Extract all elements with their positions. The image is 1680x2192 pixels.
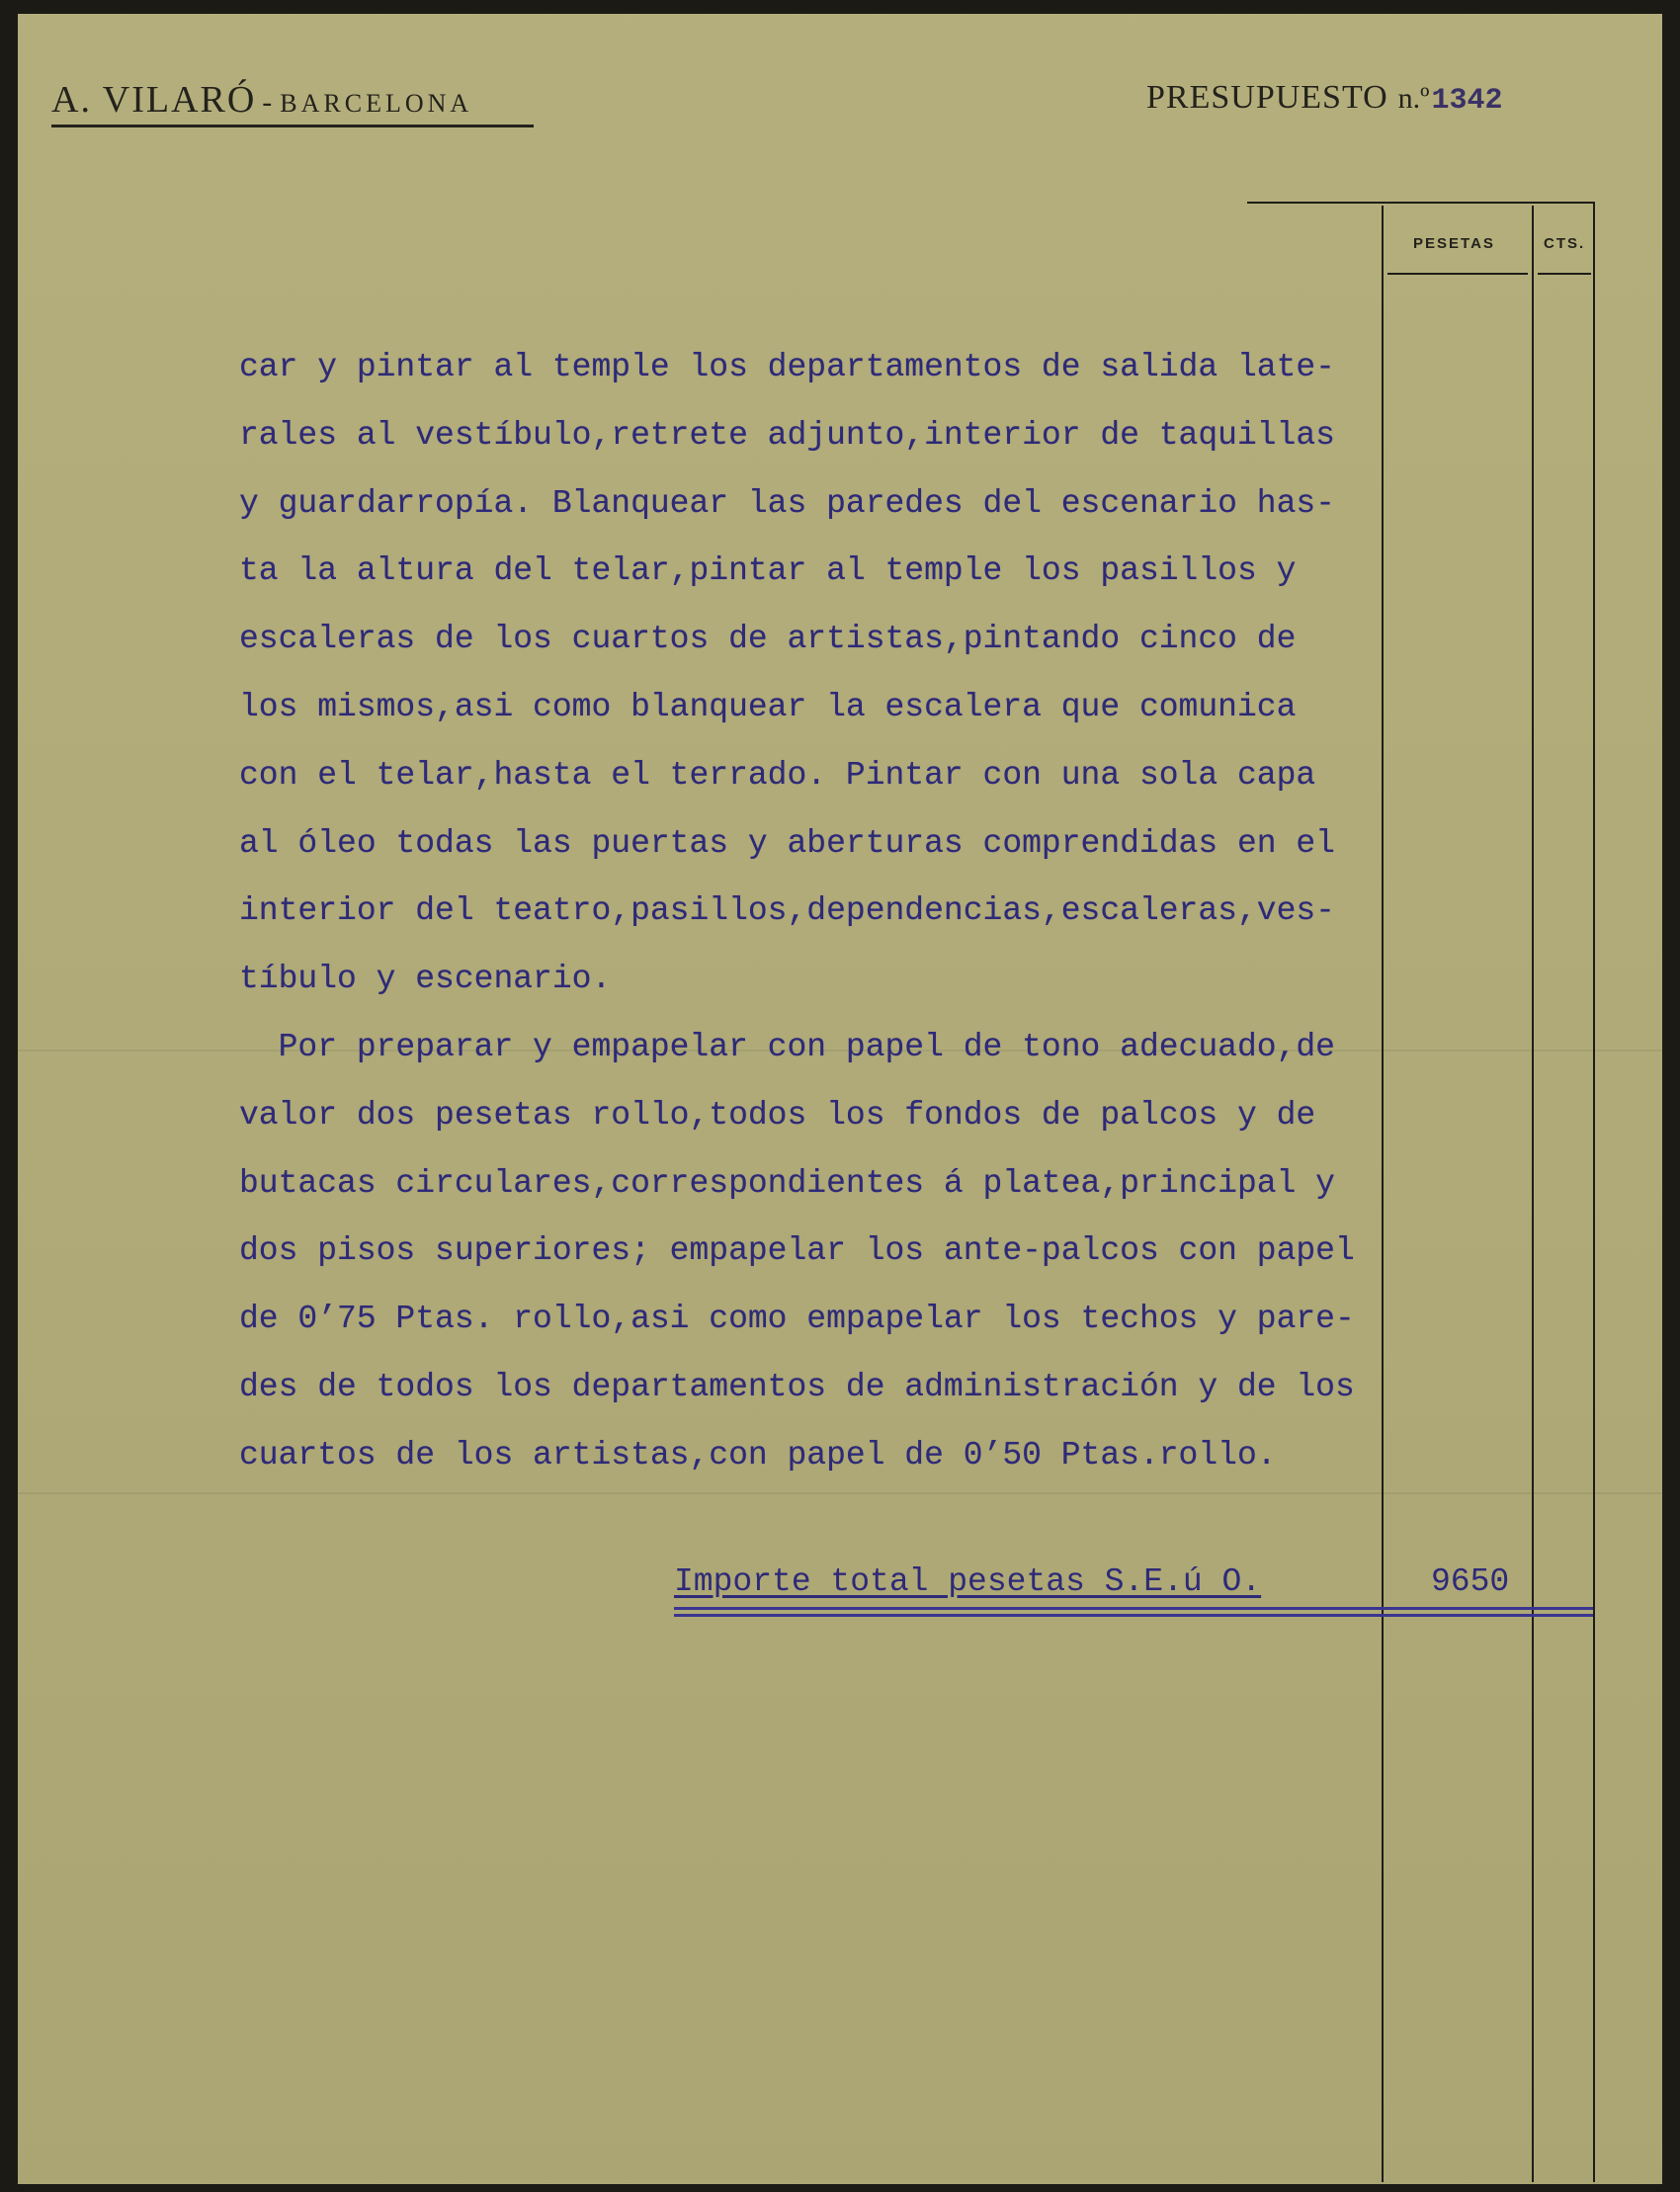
letterhead-underline (51, 125, 534, 127)
text-line: con el telar,hasta el terrado. Pintar con una sola capa (239, 756, 1316, 794)
text-line: y guardarropía. Blanquear las paredes del escenario has- (239, 484, 1335, 522)
text-line: los mismos,asi como blanquear la escalera que comunica (239, 688, 1297, 725)
column-divider-right (1593, 202, 1595, 2182)
text-line: Por preparar y empapelar con papel de tono adecuado,de (239, 1028, 1335, 1065)
budget-number: 1342 (1431, 84, 1503, 118)
company-name: A. VILARÓ (51, 79, 257, 121)
column-divider-left (1382, 206, 1384, 2182)
document-header (1146, 81, 1503, 116)
column-header-rule-pesetas (1387, 273, 1528, 275)
letterhead-company (51, 81, 472, 119)
letterhead-separator: - (262, 86, 275, 119)
document-type-label: PRESUPUESTO (1146, 79, 1388, 116)
text-line: dos pisos superiores; empapelar los ante-palcos con papel (239, 1232, 1355, 1270)
text-line: des de todos los departamentos de administración y de los (239, 1368, 1355, 1405)
text-line: de 0’75 Ptas. rollo,asi como empapelar los techos y pare- (239, 1301, 1355, 1338)
column-header-cts: CTS. (1544, 235, 1586, 252)
total-double-rule-bottom (674, 1614, 1593, 1617)
total-double-rule-top (674, 1607, 1593, 1610)
column-divider-mid (1532, 206, 1534, 2182)
text-line: rales al vestíbulo,retrete adjunto,interior de taquillas (239, 416, 1335, 454)
column-header-pesetas: PESETAS (1413, 235, 1495, 252)
column-top-rule (1247, 202, 1595, 204)
text-line: cuartos de los artistas,con papel de 0’50 Ptas.rollo. (239, 1436, 1277, 1474)
company-city: BARCELONA (280, 89, 473, 118)
text-line: escaleras de los cuartos de artistas,pintando cinco de (239, 621, 1297, 658)
text-line: ta la altura del telar,pintar al temple los pasillos y (239, 552, 1297, 590)
budget-description (239, 334, 1376, 1490)
total-label: Importe total pesetas S.E.ú O. (674, 1563, 1262, 1600)
text-line: tíbulo y escenario. (239, 961, 612, 998)
text-line: al óleo todas las puertas y aberturas comprendidas en el (239, 824, 1335, 862)
column-header-rule-cts (1538, 273, 1591, 275)
text-line: interior del teatro,pasillos,dependencias,escaleras,ves- (239, 892, 1335, 930)
total-amount: 9650 (1431, 1563, 1510, 1600)
text-line: butacas circulares,correspondientes á platea,principal y (239, 1164, 1335, 1202)
number-prefix: n.º (1397, 82, 1430, 115)
text-line: valor dos pesetas rollo,todos los fondos de palcos y de (239, 1096, 1316, 1134)
fold-line (18, 1492, 1662, 1494)
text-line: car y pintar al temple los departamentos de salida late- (239, 349, 1335, 385)
